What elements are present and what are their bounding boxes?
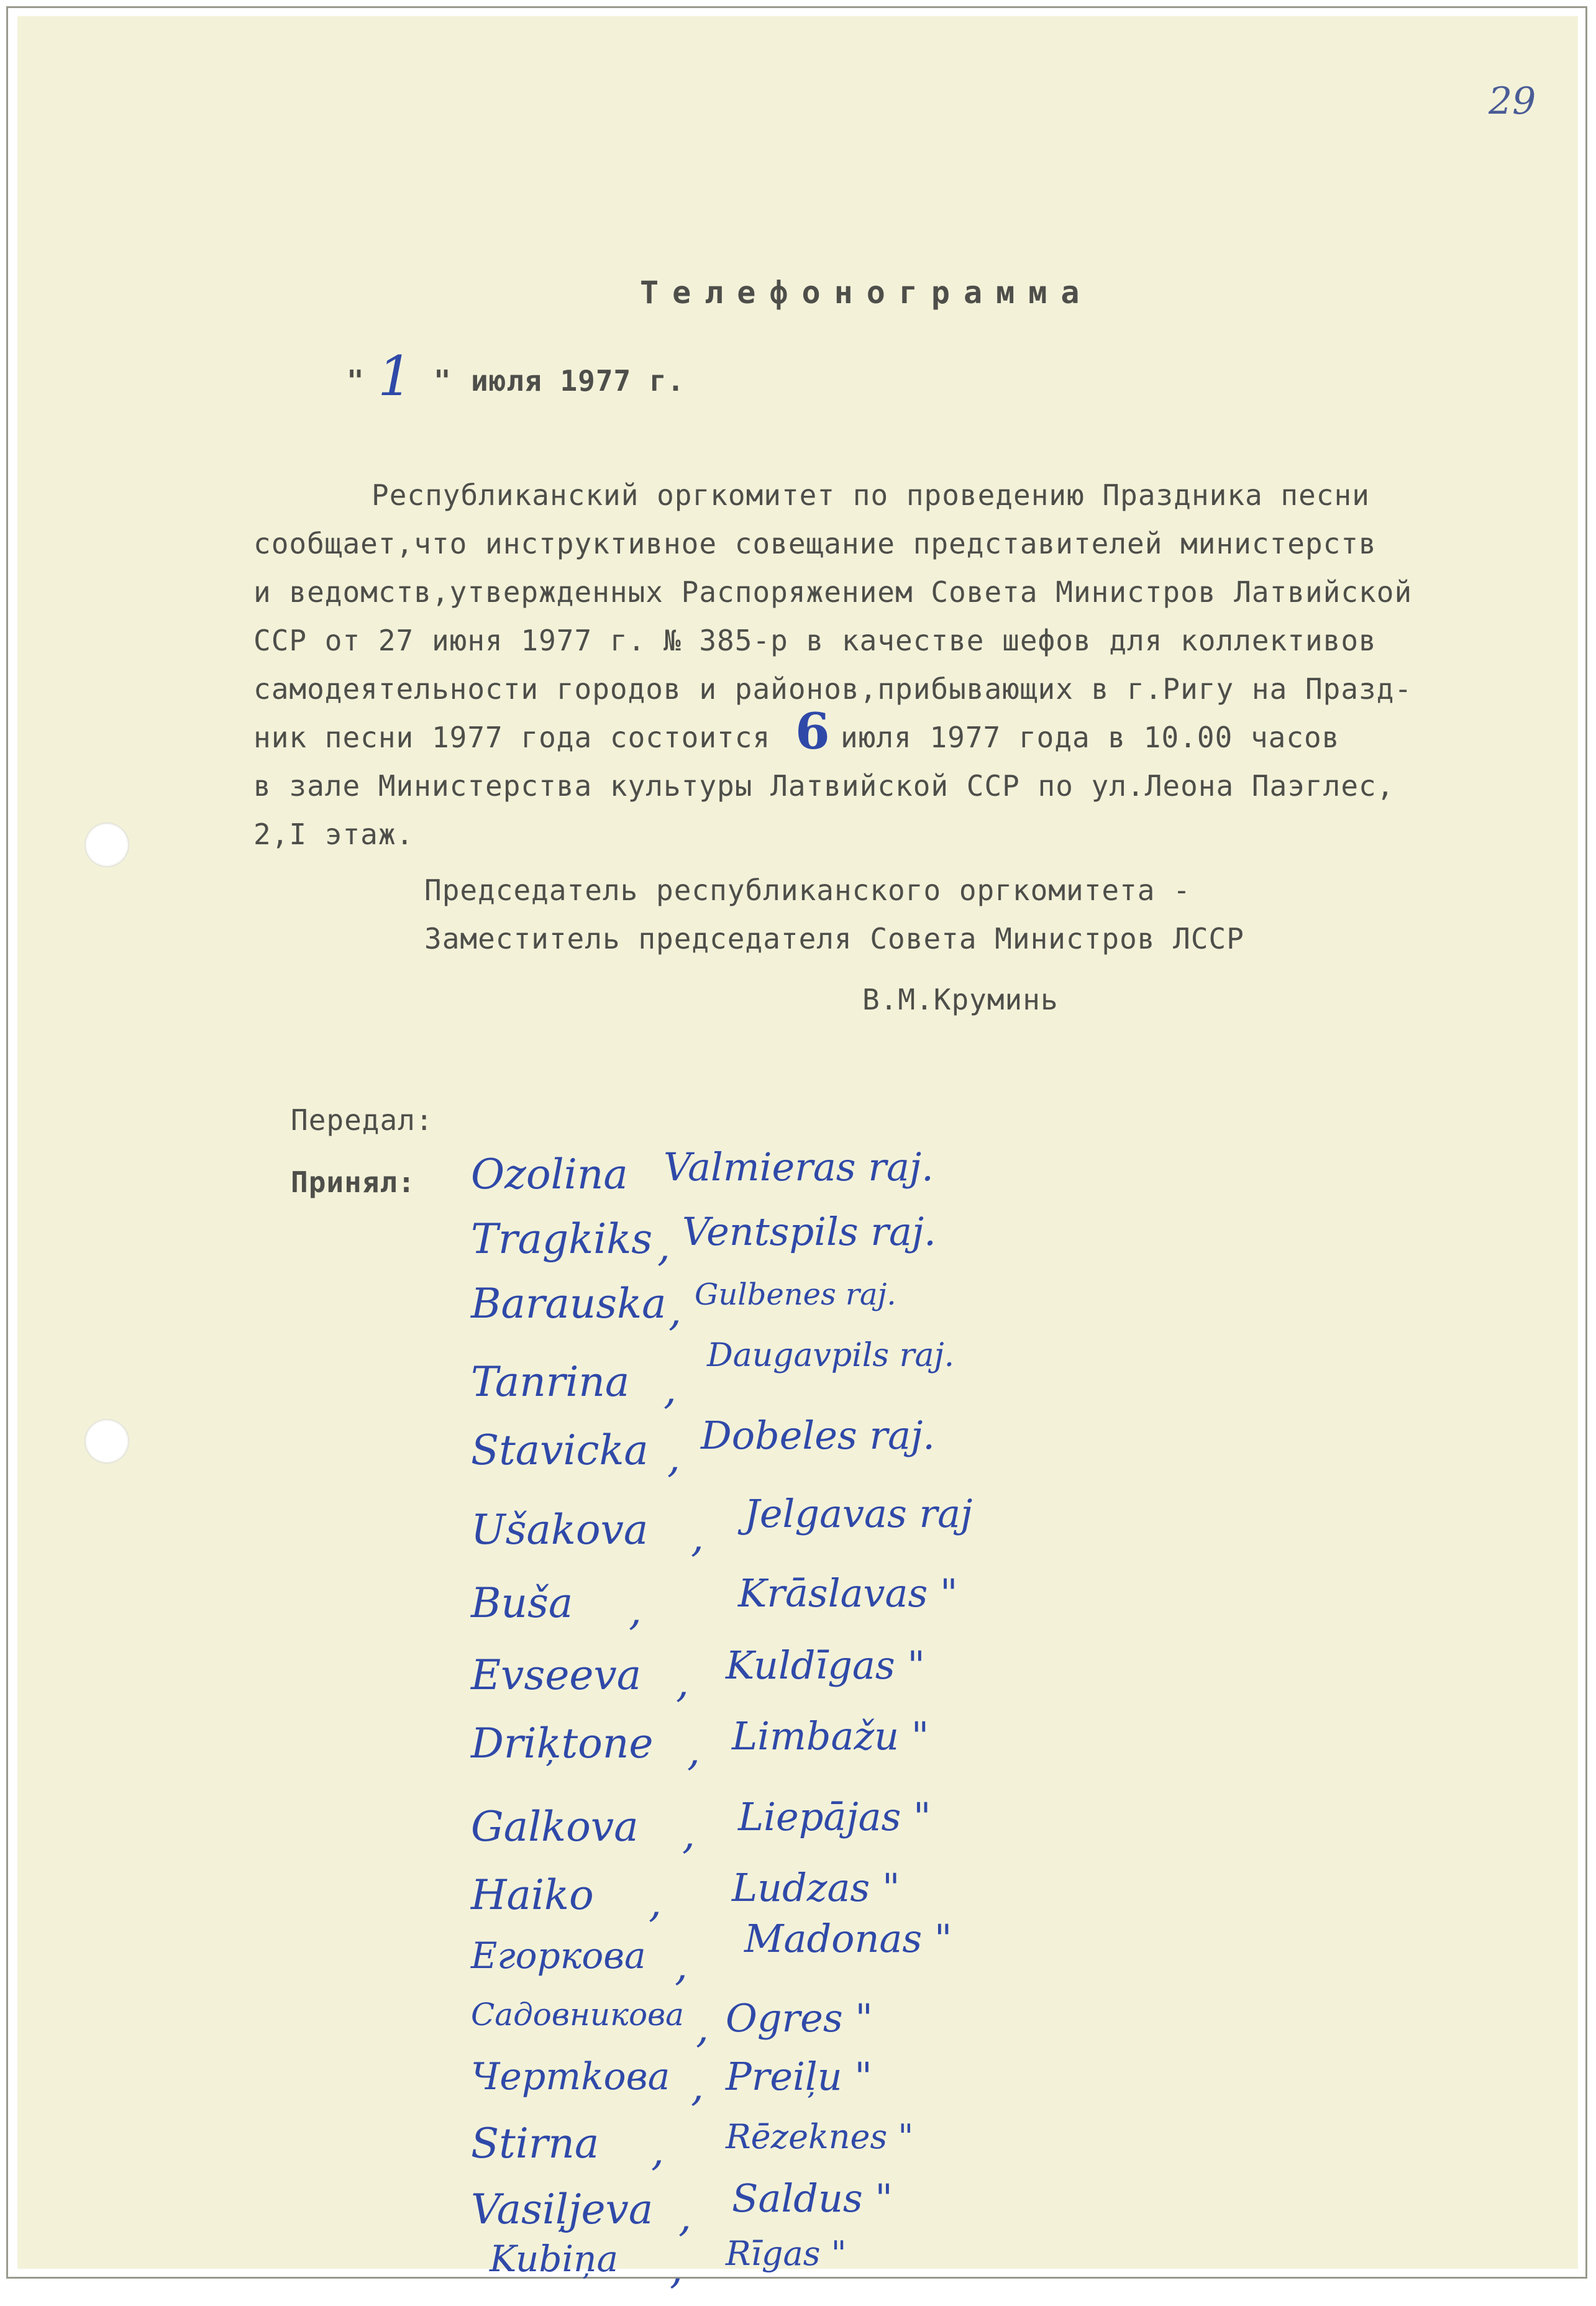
comma-mark: , (678, 2193, 691, 2241)
recipient-name: Buša (471, 1579, 573, 1627)
recipient-name: Kubiņa (490, 2238, 619, 2280)
list-item (471, 1643, 1092, 1720)
recipient-name: Vasiļjeva (471, 2185, 654, 2233)
recipient-name: Садовникова (471, 1997, 684, 2033)
document-page (17, 16, 1578, 2293)
recipient-district: Saldus " (732, 2176, 893, 2221)
recipient-name: Haiko (471, 1871, 594, 1919)
recipient-district: Ogres " (726, 1995, 873, 2041)
body-line: самодеятельности городов и районов,прибывающих в г.Ригу на Празд- (253, 672, 1413, 706)
body-line: ССР от 27 июня 1977 г. № 385-р в качестве шефов для коллективов (253, 624, 1377, 657)
signatory-name: В.М.Круминь (862, 983, 1059, 1016)
comma-mark: , (663, 1365, 677, 1413)
list-item (471, 1491, 1092, 1574)
body-line-part: ник песни 1977 года состоится (253, 721, 771, 754)
recipient-district: Ludzas " (732, 1865, 900, 1910)
recipient-name: Чертkова (471, 2055, 670, 2099)
recipient-district: Valmieras raj. (663, 1144, 934, 1190)
body-line: Республиканский оргкомитет по проведению Праздника песни (372, 478, 1370, 512)
comma-mark: , (676, 1659, 689, 1707)
recipient-name: Tragkiks (471, 1215, 653, 1263)
body-line: и ведомств,утвержденных Распоряжением Совета Министров Латвийской (253, 575, 1413, 609)
recipient-name: Ušakova (471, 1506, 649, 1554)
comma-mark: , (657, 1223, 670, 1270)
document-date (347, 344, 782, 408)
recipient-district: Limbažu " (732, 1713, 929, 1759)
comma-mark: , (651, 2127, 664, 2175)
comma-mark: , (629, 1587, 642, 1634)
comma-mark: , (696, 2004, 709, 2052)
date-open-quote: " (347, 364, 365, 398)
comma-mark: , (687, 1727, 700, 1775)
recipient-district: Dobeles raj. (701, 1413, 935, 1458)
comma-mark: , (691, 1513, 704, 1561)
recipient-district: Rīgas " (726, 2234, 847, 2273)
recipient-district: Daugavpils raj. (707, 1337, 955, 1374)
recipient-district: Jelgavas raj (744, 1491, 973, 1536)
list-item (471, 2055, 1092, 2123)
comma-mark: , (691, 2062, 704, 2110)
date-month-year: июля 1977 г. (471, 364, 685, 398)
signature-title-line: Председатель республиканского оргкомитета - (424, 873, 1191, 907)
recipient-name: Galkova (471, 1803, 639, 1851)
meeting-day-handwritten: 6 (795, 702, 830, 760)
recipient-district: Rēzeknes " (726, 2117, 914, 2156)
list-item (471, 1413, 1092, 1495)
date-day-handwritten: 1 (378, 344, 413, 408)
comma-mark: , (675, 1942, 688, 1990)
comma-mark: , (649, 1879, 662, 1926)
recipient-district: Madonas " (744, 1916, 952, 1961)
punch-hole-top (84, 823, 129, 867)
received-list (471, 1144, 1154, 2293)
recipient-name: Driķtone (471, 1720, 654, 1767)
recipient-name: Barauska (471, 1280, 667, 1328)
document-title: Телефонограмма (640, 275, 1093, 311)
list-item (471, 1794, 1092, 1871)
recipient-district: Ventspils raj. (682, 1209, 936, 1254)
list-item (471, 1209, 1092, 1283)
date-close-quote: " (434, 364, 452, 398)
signature-title-line: Заместитель председателя Совета Министров ЛССР (424, 922, 1244, 955)
recipient-name: Stavicka (471, 1426, 649, 1474)
transmitted-label: Передал: (291, 1103, 434, 1137)
recipient-name: Evseeva (471, 1651, 642, 1699)
body-line-part: июля 1977 года в 10.00 часов (841, 721, 1340, 754)
list-item (471, 1916, 1092, 2003)
page-number: 29 (1489, 80, 1536, 123)
comma-mark: , (667, 1434, 680, 1482)
recipient-district: Kuldīgas " (726, 1643, 925, 1688)
body-line: сообщает,что инструктивное совещание представителей министерств (253, 527, 1377, 560)
list-item (471, 2234, 1092, 2306)
recipient-name: Tanrina (471, 1358, 630, 1406)
recipient-name: Stirna (471, 2120, 600, 2167)
list-item (471, 1713, 1092, 1788)
recipient-district: Preiļu " (726, 2054, 872, 2099)
comma-mark: , (668, 1287, 682, 1335)
comma-mark: , (682, 1810, 695, 1858)
body-line: в зале Министерства культуры Латвийской ССР по ул.Леона Паэглес, (253, 769, 1395, 803)
recipient-district: Krāslavas " (738, 1570, 958, 1616)
body-line: 2,I этаж. (253, 818, 414, 851)
list-item (471, 1570, 1092, 1647)
received-label: Принял: (291, 1165, 416, 1199)
recipient-name: Егоркова (471, 1935, 646, 1977)
punch-hole-bottom (84, 1419, 129, 1464)
comma-mark: , (670, 2245, 683, 2293)
recipient-district: Liepājas " (738, 1794, 931, 1839)
recipient-district: Gulbenes raj. (695, 1277, 896, 1312)
body-line-with-date (253, 702, 1496, 770)
recipient-name: Ozolina (471, 1151, 628, 1198)
